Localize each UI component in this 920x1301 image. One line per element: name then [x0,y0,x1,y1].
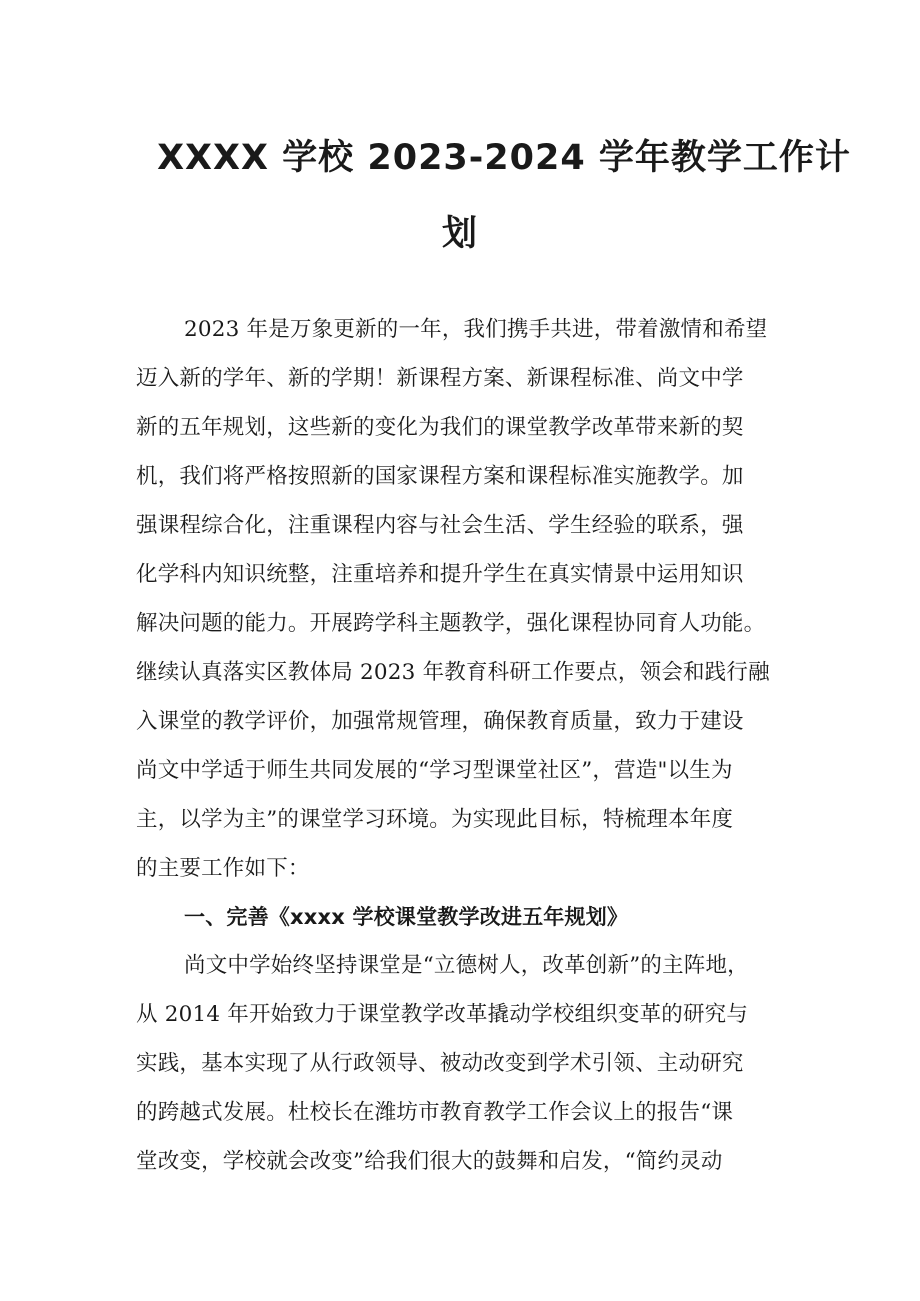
paragraph-1-line: 新的五年规划，这些新的变化为我们的课堂教学改革带来新的契 [136,415,744,440]
paragraph-1-line: 化学科内知识统整，注重培养和提升学生在真实情景中运用知识 [136,562,744,587]
paragraph-1-line: 2023 年是万象更新的一年，我们携手共进，带着激情和希望 [184,317,768,342]
paragraph-1-line: 迈入新的学年、新的学期！新课程方案、新课程标准、尚文中学 [136,366,744,391]
paragraph-2-line: 的跨越式发展。杜校长在潍坊市教育教学工作会议上的报告“课 [136,1100,734,1125]
paragraph-1-line: 尚文中学适于师生共同发展的“学习型课堂社区”，营造"以生为 [136,758,733,783]
paragraph-2-line: 尚文中学始终坚持课堂是“立德树人，改革创新”的主阵地， [184,953,749,978]
paragraph-2-line: 从 2014 年开始致力于课堂教学改革撬动学校组织变革的研究与 [136,1002,749,1027]
paragraph-2-line: 堂改变，学校就会改变”给我们很大的鼓舞和启发，“简约灵动 [136,1149,723,1174]
document-title-line-2: 划 [441,214,478,254]
paragraph-2-line: 实践，基本实现了从行政领导、被动改变到学术引领、主动研究 [136,1051,744,1076]
paragraph-1-line: 机，我们将严格按照新的国家课程方案和课程标准实施教学。加 [136,464,744,489]
paragraph-1-line: 强课程综合化，注重课程内容与社会生活、学生经验的联系，强 [136,513,744,538]
paragraph-1-line: 主，以学为主”的课堂学习环境。为实现此目标，特梳理本年度 [136,807,734,832]
paragraph-1-line: 的主要工作如下： [136,856,310,881]
section-1-heading: 一、完善《xxxx 学校课堂教学改进五年规划》 [184,905,629,929]
paragraph-1-line: 解决问题的能力。开展跨学科主题教学，强化课程协同育人功能。 [136,611,766,636]
document-title-line-1: XXXX 学校 2023-2024 学年教学工作计 [157,138,851,178]
paragraph-1-line: 继续认真落实区教体局 2023 年教育科研工作要点，领会和践行融 [136,660,770,685]
paragraph-1-line: 入课堂的教学评价，加强常规管理，确保教育质量，致力于建设 [136,709,744,734]
